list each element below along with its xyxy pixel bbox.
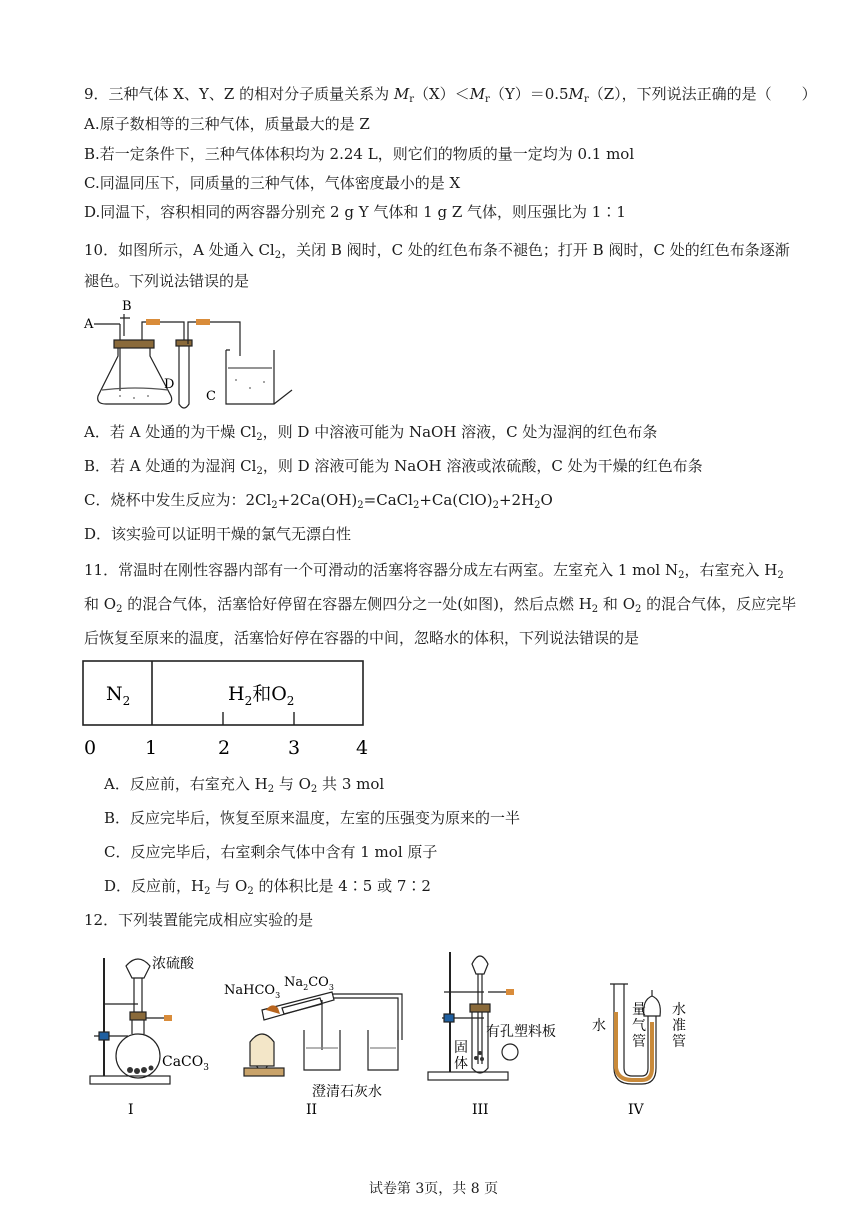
fig3-label-solid-2: 体: [454, 1056, 468, 1072]
q11-scale-0: 0: [84, 737, 97, 759]
q11-option-a: A．反应前，右室充入 $H_2$ 与 $O_2$ 共 3 mol: [104, 775, 385, 795]
q9-option-a: A.原子数相等的三种气体，质量最大的是 Z: [84, 115, 370, 133]
q12-figure-2: [222, 970, 412, 1120]
fig2-label-nahco3: NaHCO$_3$: [224, 983, 281, 1000]
q11-scale-1: 1: [145, 737, 158, 759]
q11-scale-3: 3: [288, 737, 301, 759]
q10-option-c: C．烧杯中发生反应为：$2Cl_2+2Ca(OH)_2=CaCl_2+Ca(ClO)_2+2H_2O$: [84, 491, 553, 511]
q11-option-c: C．反应完毕后，右室剩余气体中含有 1 mol 原子: [104, 843, 438, 861]
q10-apparatus-figure: [80, 296, 300, 416]
fig4-roman: IV: [628, 1102, 644, 1118]
fig1-label-acid: 浓硫酸: [152, 956, 194, 972]
q10-stem-line1: 10．如图所示，A 处通入 $Cl_2$，关闭 B 阀时，C 处的红色布条不褪色；打开 B 阀时，C 处的红色布条逐渐: [84, 241, 790, 261]
q10-label-a: A: [84, 317, 94, 332]
q10-option-a: A．若 A 处通的为干燥 $Cl_2$，则 D 中溶液可能为 NaOH 溶液，C 处为湿润的红色布条: [84, 423, 658, 443]
q12-stem: 12．下列装置能完成相应实验的是: [84, 911, 314, 929]
q9-stem: 9．三种气体 X、Y、Z 的相对分子质量关系为 $M_r(X)<M_r(Y)=0.5M_r(Z)$，下列说法正确的是（ ）: [84, 85, 817, 105]
fig4-label-gas-3: 管: [632, 1034, 646, 1050]
fig3-label-plate: 有孔塑料板: [486, 1024, 556, 1040]
q10-label-c: C: [206, 389, 216, 404]
q10-option-d: D．该实验可以证明干燥的氯气无漂白性: [84, 525, 352, 543]
q9-option-d: D.同温下，容积相同的两容器分别充 2 g Y 气体和 1 g Z 气体，则压强比为 1∶1: [84, 203, 626, 221]
q11-container-figure: [78, 656, 378, 761]
q11-option-b: B．反应完毕后，恢复至原来温度，左室的压强变为原来的一半: [104, 809, 521, 827]
q11-box-h2-o2: $H_2$和$O_2$: [228, 683, 295, 708]
fig4-label-gas-1: 量: [632, 1002, 646, 1018]
q12-figure-3: [424, 940, 584, 1120]
q11-scale-4: 4: [356, 737, 369, 759]
fig4-label-gas-2: 气: [632, 1018, 646, 1034]
q10-label-b: B: [122, 299, 132, 314]
q11-stem-line2: 和 $O_2$ 的混合气体，活塞恰好停留在容器左侧四分之一处(如图)，然后点燃 $H_2$ 和 $O_2$ 的混合气体，反应完毕: [84, 595, 797, 615]
fig4-label-level-3: 管: [672, 1034, 686, 1050]
q12-figure-4: [580, 972, 710, 1120]
q9-option-c: C.同温同压下，同质量的三种气体，气体密度最小的是 X: [84, 174, 461, 192]
fig2-roman: II: [306, 1102, 318, 1118]
fig4-label-water: 水: [592, 1018, 606, 1034]
fig2-label-na2co3: $Na_2CO_3$: [284, 975, 334, 992]
fig4-label-level-2: 准: [672, 1018, 686, 1034]
page-footer: 试卷第 3页，共 8 页: [368, 1181, 499, 1197]
fig2-label-limewater: 澄清石灰水: [312, 1084, 382, 1100]
q9-option-b: B.若一定条件下，三种气体体积均为 2.24 L，则它们的物质的量一定均为 0.1 mol: [84, 145, 635, 163]
q10-option-b: B．若 A 处通的为湿润 $Cl_2$，则 D 溶液可能为 NaOH 溶液或浓硫酸，C 处为干燥的红色布条: [84, 457, 703, 477]
q11-option-d: D．反应前，$H_2$ 与 $O_2$ 的体积比是 4∶5 或 7∶2: [104, 877, 431, 897]
fig4-label-level-1: 水: [672, 1002, 686, 1018]
q11-scale-2: 2: [218, 737, 231, 759]
q10-stem-line2: 褪色。下列说法错误的是: [84, 272, 250, 290]
q12-figure-1: [86, 948, 216, 1120]
fig3-label-solid-1: 固: [454, 1040, 468, 1056]
fig1-roman: I: [128, 1102, 134, 1118]
fig1-label-caco3: CaCO$_3$: [162, 1054, 209, 1073]
q11-box-n2: $N_2$: [106, 683, 131, 708]
q10-label-d: D: [164, 377, 175, 392]
q11-stem-line1: 11．常温时在刚性容器内部有一个可滑动的活塞将容器分成左右两室。左室充入 1 mol $N_2$，右室充入 $H_2$: [84, 561, 784, 581]
q11-stem-line3: 后恢复至原来的温度，活塞恰好停在容器的中间，忽略水的体积，下列说法错误的是: [84, 629, 640, 647]
fig3-roman: III: [472, 1102, 489, 1118]
